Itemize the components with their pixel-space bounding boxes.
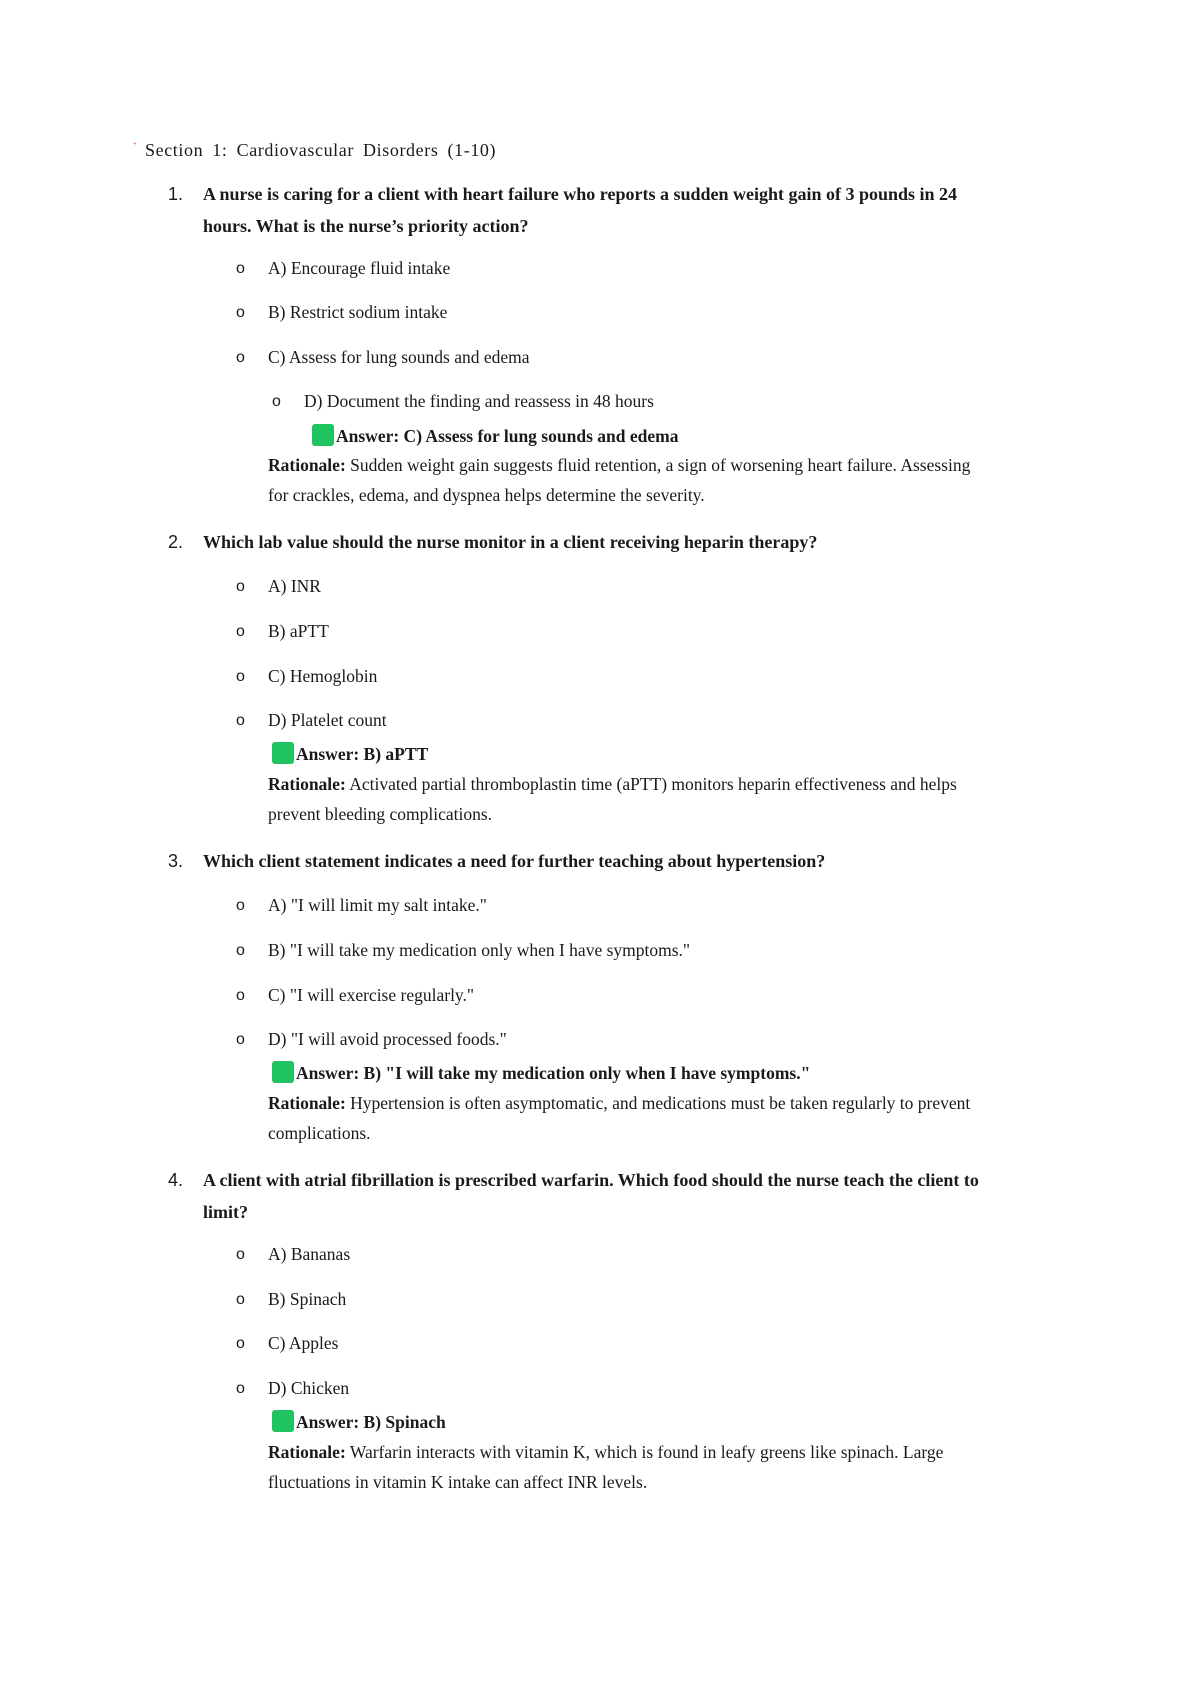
answer-text: Answer: B) "I will take my medication only when I have symptoms." (296, 1063, 811, 1083)
rationale-label: Rationale: (268, 1442, 346, 1462)
option-text: A) "I will limit my salt intake." (268, 895, 487, 915)
option-text: D) Document the finding and reassess in 48 hours (304, 391, 654, 411)
option-text: D) Chicken (268, 1378, 350, 1398)
option-bullet: o (236, 304, 245, 321)
check-square-icon (312, 424, 334, 446)
answer-line (272, 1410, 446, 1433)
answer-text: Answer: B) Spinach (296, 1412, 446, 1432)
question-number: 2. (168, 532, 184, 552)
rationale-label: Rationale: (268, 455, 346, 475)
option-bullet: o (236, 897, 245, 914)
revision-mark: ˋ (133, 140, 137, 154)
rationale-label: Rationale: (268, 1093, 346, 1113)
option-bullet: o (236, 623, 245, 640)
option-bullet: o (236, 260, 245, 277)
option-bullet: o (236, 1335, 245, 1352)
answer-line (312, 424, 678, 447)
answer-text: Answer: C) Assess for lung sounds and edema (336, 426, 679, 446)
option-bullet: o (236, 1246, 245, 1263)
option-text: A) Encourage fluid intake (268, 258, 451, 278)
option-text: B) aPTT (268, 621, 329, 641)
rationale-text: Warfarin interacts with vitamin K, which is found in leafy greens like spinach. Large fluctuations in vitamin K intake can affect INR levels. (268, 1442, 944, 1492)
option-bullet: o (236, 1031, 245, 1048)
rationale-text: Sudden weight gain suggests fluid retention, a sign of worsening heart failure. Assessing for crackles, edema, and dyspnea helps determine the severity. (268, 455, 971, 505)
option-text: C) Hemoglobin (268, 666, 378, 686)
answer-line (272, 1061, 810, 1084)
option-bullet: o (272, 393, 281, 410)
section-title: Section 1: Cardiovascular Disorders (1-10) (145, 140, 497, 160)
answer-text: Answer: B) aPTT (296, 744, 429, 764)
check-square-icon (272, 1410, 294, 1432)
rationale (268, 450, 978, 510)
option-bullet: o (236, 987, 245, 1004)
option-text: B) "I will take my medication only when I have symptoms." (268, 940, 691, 960)
check-square-icon (272, 742, 294, 764)
option-bullet: o (236, 349, 245, 366)
check-square-icon (272, 1061, 294, 1083)
option-text: C) "I will exercise regularly." (268, 985, 475, 1005)
option-text: A) Bananas (268, 1244, 351, 1264)
option-text: D) "I will avoid processed foods." (268, 1029, 507, 1049)
question-text: Which lab value should the nurse monitor in a client receiving heparin therapy? (203, 532, 818, 552)
question-number: 3. (168, 851, 184, 871)
option-text: B) Restrict sodium intake (268, 302, 448, 322)
option-text: B) Spinach (268, 1289, 347, 1309)
option-bullet: o (236, 712, 245, 729)
rationale-text: Activated partial thromboplastin time (aPTT) monitors heparin effectiveness and helps prevent bleeding complications. (268, 774, 957, 824)
question-text: A client with atrial fibrillation is prescribed warfarin. Which food should the nurse teach the client to limit? (203, 1170, 979, 1222)
question-number: 1. (168, 184, 184, 204)
option-text: C) Assess for lung sounds and edema (268, 347, 530, 367)
rationale (268, 769, 978, 829)
option-bullet: o (236, 1380, 245, 1397)
rationale (268, 1088, 978, 1148)
option-text: C) Apples (268, 1333, 339, 1353)
option-text: D) Platelet count (268, 710, 387, 730)
option-bullet: o (236, 942, 245, 959)
question-text: A nurse is caring for a client with heart failure who reports a sudden weight gain of 3 pounds in 24 hours. What is the nurse’s priority action? (203, 184, 958, 236)
option-text: A) INR (268, 576, 321, 596)
rationale-label: Rationale: (268, 774, 346, 794)
answer-line (272, 742, 428, 765)
question-text: Which client statement indicates a need for further teaching about hypertension? (203, 851, 826, 871)
option-bullet: o (236, 1291, 245, 1308)
option-bullet: o (236, 578, 245, 595)
rationale (268, 1437, 978, 1497)
option-bullet: o (236, 668, 245, 685)
rationale-text: Hypertension is often asymptomatic, and medications must be taken regularly to prevent complications. (268, 1093, 971, 1143)
question-number: 4. (168, 1170, 184, 1190)
